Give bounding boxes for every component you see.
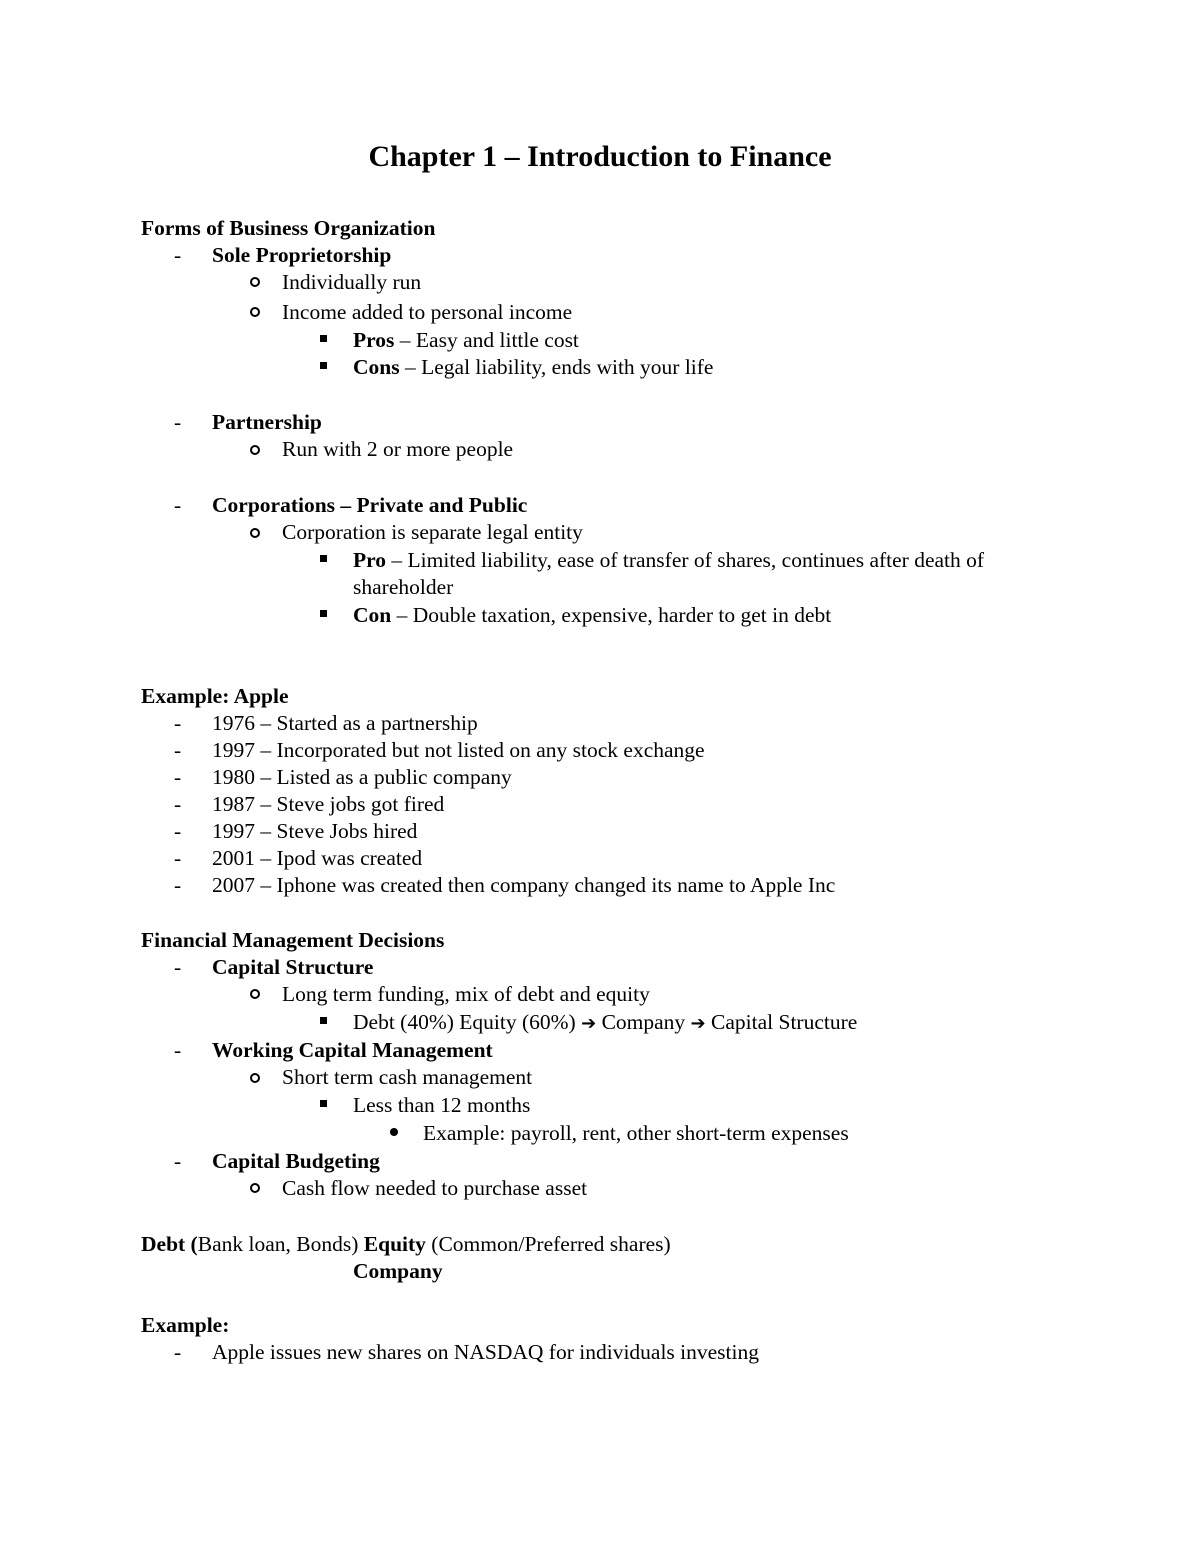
timeline-item: 2007 – Iphone was created then company changed its name to Apple Inc xyxy=(212,873,836,897)
corp-con-item xyxy=(353,605,831,627)
square-bullet-icon xyxy=(320,610,327,617)
dot-bullet-icon xyxy=(390,1128,398,1136)
capital-structure-flow xyxy=(353,1012,857,1034)
dash-bullet: - xyxy=(174,738,182,762)
circle-bullet-icon xyxy=(250,307,260,317)
timeline-item: 1997 – Incorporated but not listed on any stock exchange xyxy=(212,738,705,762)
dash-bullet: - xyxy=(174,792,182,816)
list-item: Corporation is separate legal entity xyxy=(282,520,583,544)
list-item: Apple issues new shares on NASDAQ for individuals investing xyxy=(212,1340,760,1364)
partnership-label: Partnership xyxy=(212,410,322,434)
list-item: Income added to personal income xyxy=(282,300,573,324)
dash-bullet: - xyxy=(174,765,182,789)
sole-proprietorship-label: Sole Proprietorship xyxy=(212,243,392,267)
sole-pros-item xyxy=(353,330,579,352)
circle-bullet-icon xyxy=(250,445,260,455)
list-item: Individually run xyxy=(282,270,422,294)
list-item: Less than 12 months xyxy=(353,1093,531,1117)
sole-cons-item xyxy=(353,357,713,379)
equity-label: Equity xyxy=(363,1232,426,1256)
timeline-item: 2001 – Ipod was created xyxy=(212,846,423,870)
corp-pro-item-continued: shareholder xyxy=(353,575,454,599)
square-bullet-icon xyxy=(320,555,327,562)
cons-text: – Legal liability, ends with your life xyxy=(399,355,714,379)
capital-budgeting-label: Capital Budgeting xyxy=(212,1149,380,1173)
right-arrow-icon: ➔ xyxy=(690,1013,706,1034)
circle-bullet-icon xyxy=(250,277,260,287)
circle-bullet-icon xyxy=(250,1073,260,1083)
dash-bullet: - xyxy=(174,410,182,434)
timeline-item: 1980 – Listed as a public company xyxy=(212,765,512,789)
square-bullet-icon xyxy=(320,1100,327,1107)
dash-bullet: - xyxy=(174,819,182,843)
square-bullet-icon xyxy=(320,1017,327,1024)
list-item: Cash flow needed to purchase asset xyxy=(282,1176,588,1200)
debt-label: Debt ( xyxy=(141,1232,198,1256)
dash-bullet: - xyxy=(174,955,182,979)
pro-text: – Limited liability, ease of transfer of shares, continues after death of xyxy=(386,548,985,572)
equity-text: (Common/Preferred shares) xyxy=(425,1232,671,1256)
section-heading-fmd: Financial Management Decisions xyxy=(141,928,445,952)
flow-part-c: Capital Structure xyxy=(705,1010,858,1034)
working-capital-label: Working Capital Management xyxy=(212,1038,493,1062)
dash-bullet: - xyxy=(174,243,182,267)
flow-part-b: Company xyxy=(596,1010,691,1034)
list-item: Long term funding, mix of debt and equity xyxy=(282,982,650,1006)
con-label: Con xyxy=(353,603,392,627)
list-item: Short term cash management xyxy=(282,1065,533,1089)
pros-text: – Easy and little cost xyxy=(394,328,579,352)
flow-part-a: Debt (40%) Equity (60%) xyxy=(353,1010,582,1034)
section-heading-forms: Forms of Business Organization xyxy=(141,216,436,240)
timeline-item: 1997 – Steve Jobs hired xyxy=(212,819,418,843)
debt-equity-line xyxy=(141,1234,671,1256)
dash-bullet: - xyxy=(174,1149,182,1173)
cons-label: Cons xyxy=(353,355,400,379)
pro-label: Pro xyxy=(353,548,387,572)
section-heading-apple: Example: Apple xyxy=(141,684,289,708)
corp-pro-item xyxy=(353,550,984,572)
dash-bullet: - xyxy=(174,1340,182,1364)
capital-structure-label: Capital Structure xyxy=(212,955,374,979)
circle-bullet-icon xyxy=(250,1183,260,1193)
pros-label: Pros xyxy=(353,328,395,352)
page-title: Chapter 1 – Introduction to Finance xyxy=(368,140,832,173)
dash-bullet: - xyxy=(174,873,182,897)
timeline-item: 1987 – Steve jobs got fired xyxy=(212,792,445,816)
con-text: – Double taxation, expensive, harder to get in debt xyxy=(391,603,832,627)
square-bullet-icon xyxy=(320,362,327,369)
list-item: Example: payroll, rent, other short-term expenses xyxy=(423,1121,849,1145)
dash-bullet: - xyxy=(174,1038,182,1062)
dash-bullet: - xyxy=(174,846,182,870)
square-bullet-icon xyxy=(320,335,327,342)
company-label: Company xyxy=(353,1259,443,1283)
list-item: Run with 2 or more people xyxy=(282,437,514,461)
dash-bullet: - xyxy=(174,493,182,517)
timeline-item: 1976 – Started as a partnership xyxy=(212,711,478,735)
debt-text: Bank loan, Bonds) xyxy=(197,1232,364,1256)
dash-bullet: - xyxy=(174,711,182,735)
section-heading-example: Example: xyxy=(141,1313,230,1337)
right-arrow-icon: ➔ xyxy=(581,1013,597,1034)
circle-bullet-icon xyxy=(250,528,260,538)
corporations-label: Corporations – Private and Public xyxy=(212,493,528,517)
circle-bullet-icon xyxy=(250,989,260,999)
